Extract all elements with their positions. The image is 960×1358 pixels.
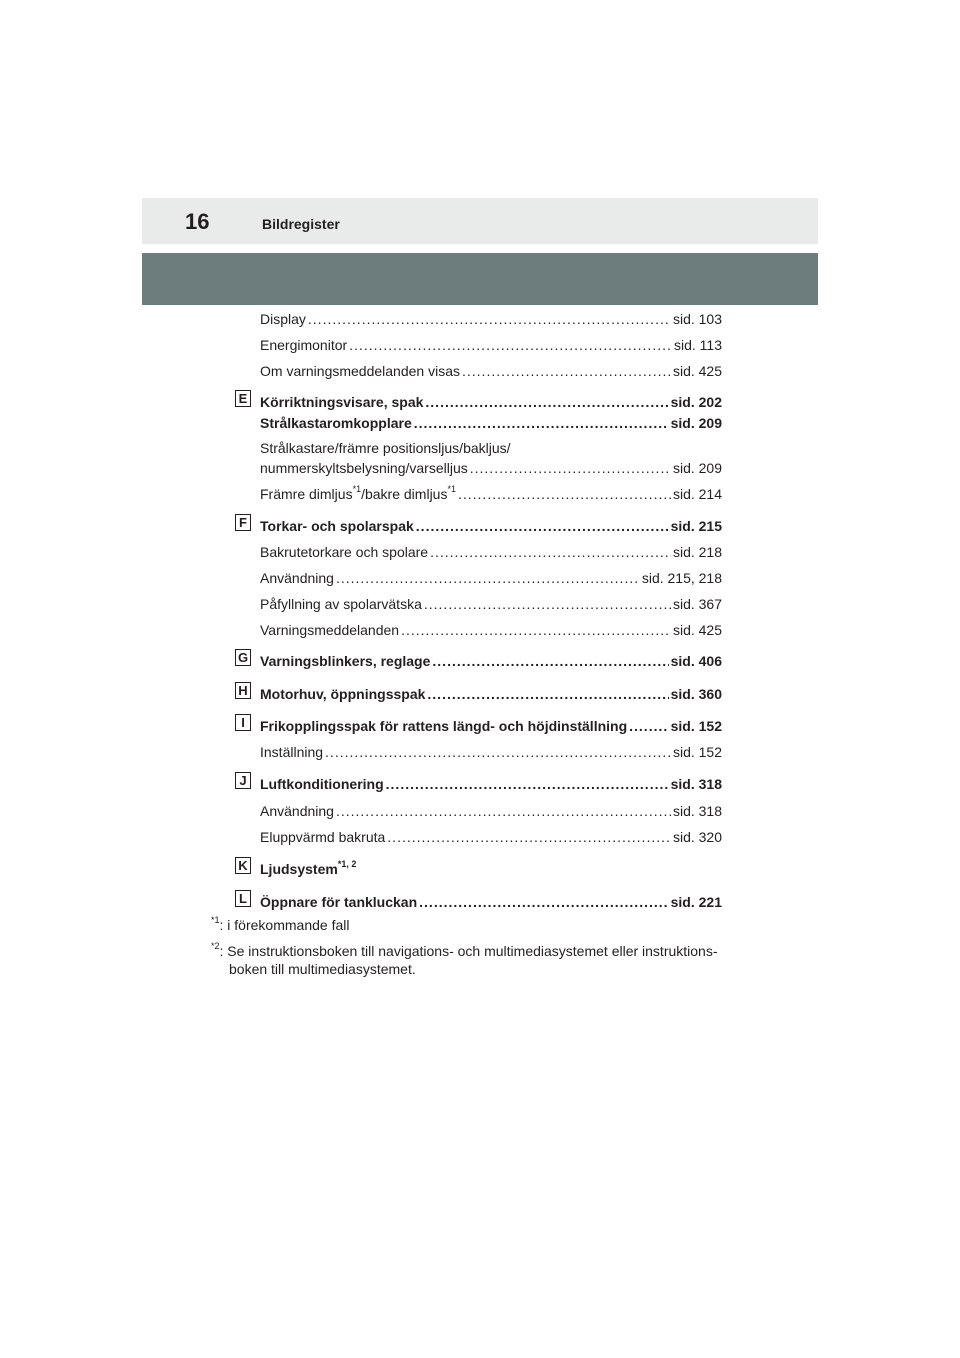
index-entry-bold: Luftkonditionering ..... sid. 318 xyxy=(260,776,722,793)
index-entry-bold: Öppnare för tankluckan ..... sid. 221 xyxy=(260,894,722,911)
footnote-1: $^{*1}$: i förekommande fall xyxy=(211,915,350,933)
index-entry: Om varningsmeddelanden visas ..... sid. 425 xyxy=(260,363,722,380)
index-entry: Eluppvärmd bakruta ..... sid. 320 xyxy=(260,829,722,846)
section-marker-j: J xyxy=(235,772,251,789)
index-entry: Bakrutetorkare och spolare ..... sid. 218 xyxy=(260,544,722,561)
section-marker-k: K xyxy=(235,857,251,874)
index-entry: Användning ..... sid. 215, 218 xyxy=(260,570,722,587)
section-marker-g: G xyxy=(235,649,251,666)
index-entry: Påfyllning av spolarvätska ..... sid. 367 xyxy=(260,596,722,613)
index-entry-bold: Torkar- och spolarspak ..... sid. 215 xyxy=(260,518,722,535)
section-marker-h: H xyxy=(235,682,251,699)
section-marker-e: E xyxy=(235,390,251,407)
page-title: Bildregister xyxy=(262,216,340,232)
index-entry: nummerskyltsbelysning/varselljus ..... sid. 209 xyxy=(260,460,722,477)
index-entry: Användning ..... sid. 318 xyxy=(260,803,722,820)
section-marker-f: F xyxy=(235,514,251,531)
index-entry-line: Strålkastare/främre positionsljus/bakljus/ xyxy=(260,440,511,456)
section-marker-l: L xyxy=(235,890,251,907)
index-entry-bold: Strålkastaromkopplare ..... sid. 209 xyxy=(260,415,722,432)
index-entry-bold: Körriktningsvisare, spak ..... sid. 202 xyxy=(260,394,722,411)
index-entry: Inställning ..... sid. 152 xyxy=(260,744,722,761)
index-entry: Varningsmeddelanden ..... sid. 425 xyxy=(260,622,722,639)
index-entry: Främre dimljus$^{*1}$/bakre dimljus$^{*1}$ ..... sid. 214 xyxy=(260,486,722,503)
index-entry: Display ..... sid. 103 xyxy=(260,311,722,328)
index-entry-bold: Varningsblinkers, reglage ..... sid. 406 xyxy=(260,653,722,670)
index-entry-bold: Motorhuv, öppningsspak ..... sid. 360 xyxy=(260,686,722,703)
page-header xyxy=(142,198,818,244)
footnote-2: $^{*2}$: Se instruktionsboken till navigations- och multimediasystemet eller instruktions- xyxy=(211,941,718,959)
index-entry-bold: Frikopplingsspak för rattens längd- och höjdinställning ..... sid. 152 xyxy=(260,718,722,735)
section-marker-i: I xyxy=(235,714,251,731)
section-band xyxy=(142,253,818,305)
index-entry: Energimonitor ..... sid. 113 xyxy=(260,337,722,354)
index-entry-bold: Ljudsystem$^{*1, 2}$ xyxy=(260,859,357,877)
page-number: 16 xyxy=(185,209,210,234)
footnote-2-continued: boken till multimediasystemet. xyxy=(229,961,416,977)
